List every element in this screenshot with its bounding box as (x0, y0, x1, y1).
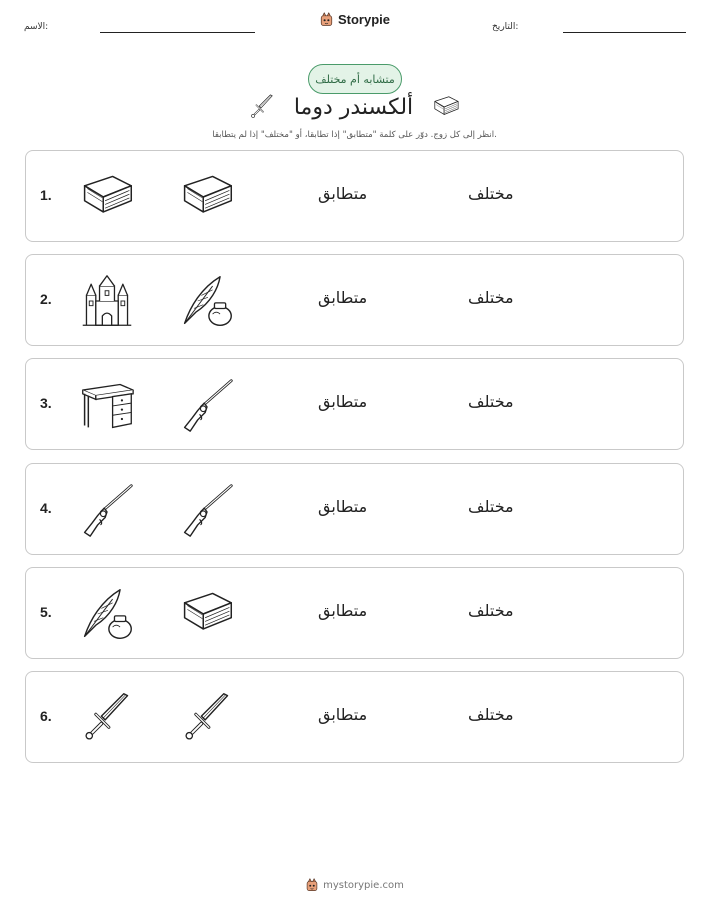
date-line[interactable] (563, 32, 686, 33)
page-title: ألكسندر دوما (293, 94, 414, 120)
exercise-row (25, 150, 684, 242)
musket-icon (178, 377, 236, 433)
name-line[interactable] (100, 32, 255, 33)
exercise-row (25, 567, 684, 659)
quill-inkwell-icon (78, 586, 136, 642)
brand (0, 12, 709, 27)
row-number: 4. (40, 500, 52, 516)
storypie-logo-icon (319, 12, 334, 27)
match-option[interactable]: متطابق (318, 497, 368, 516)
row-number: 6. (40, 708, 52, 724)
exercise-row (25, 463, 684, 555)
musket-icon (178, 482, 236, 538)
instructions: انظر إلى كل زوج. دوّر على كلمة "متطابق" إذا تطابقا، أو "مختلف" إذا لم يتطابقا. (212, 130, 497, 140)
different-option[interactable]: مختلف (468, 392, 514, 411)
book-icon (178, 169, 236, 225)
book-icon (431, 93, 461, 121)
quill-inkwell-icon (178, 273, 236, 329)
footer (0, 878, 709, 892)
exercise-row (25, 254, 684, 346)
sword-icon (78, 690, 136, 746)
name-label: الاسم: (24, 22, 49, 32)
row-number: 2. (40, 291, 52, 307)
different-option[interactable]: مختلف (468, 288, 514, 307)
row-number: 5. (40, 604, 52, 620)
sword-icon (248, 93, 276, 121)
storypie-logo-icon (305, 878, 319, 892)
desk-icon (78, 377, 136, 433)
sword-icon (178, 690, 236, 746)
category-pill: متشابه أم مختلف (308, 64, 402, 94)
row-number: 3. (40, 395, 52, 411)
different-option[interactable]: مختلف (468, 705, 514, 724)
book-icon (178, 586, 236, 642)
match-option[interactable]: متطابق (318, 288, 368, 307)
different-option[interactable]: مختلف (468, 184, 514, 203)
match-option[interactable]: متطابق (318, 601, 368, 620)
book-icon (78, 169, 136, 225)
musket-icon (78, 482, 136, 538)
exercise-row (25, 671, 684, 763)
different-option[interactable]: مختلف (468, 497, 514, 516)
match-option[interactable]: متطابق (318, 184, 368, 203)
brand-name: Storypie (337, 12, 390, 27)
different-option[interactable]: مختلف (468, 601, 514, 620)
castle-icon (78, 273, 136, 329)
match-option[interactable]: متطابق (318, 392, 368, 411)
row-number: 1. (40, 187, 52, 203)
footer-site: mystorypie.com (323, 879, 404, 891)
match-option[interactable]: متطابق (318, 705, 368, 724)
date-label: التاريخ: (492, 22, 519, 32)
exercise-row (25, 358, 684, 450)
title-row (0, 90, 709, 124)
